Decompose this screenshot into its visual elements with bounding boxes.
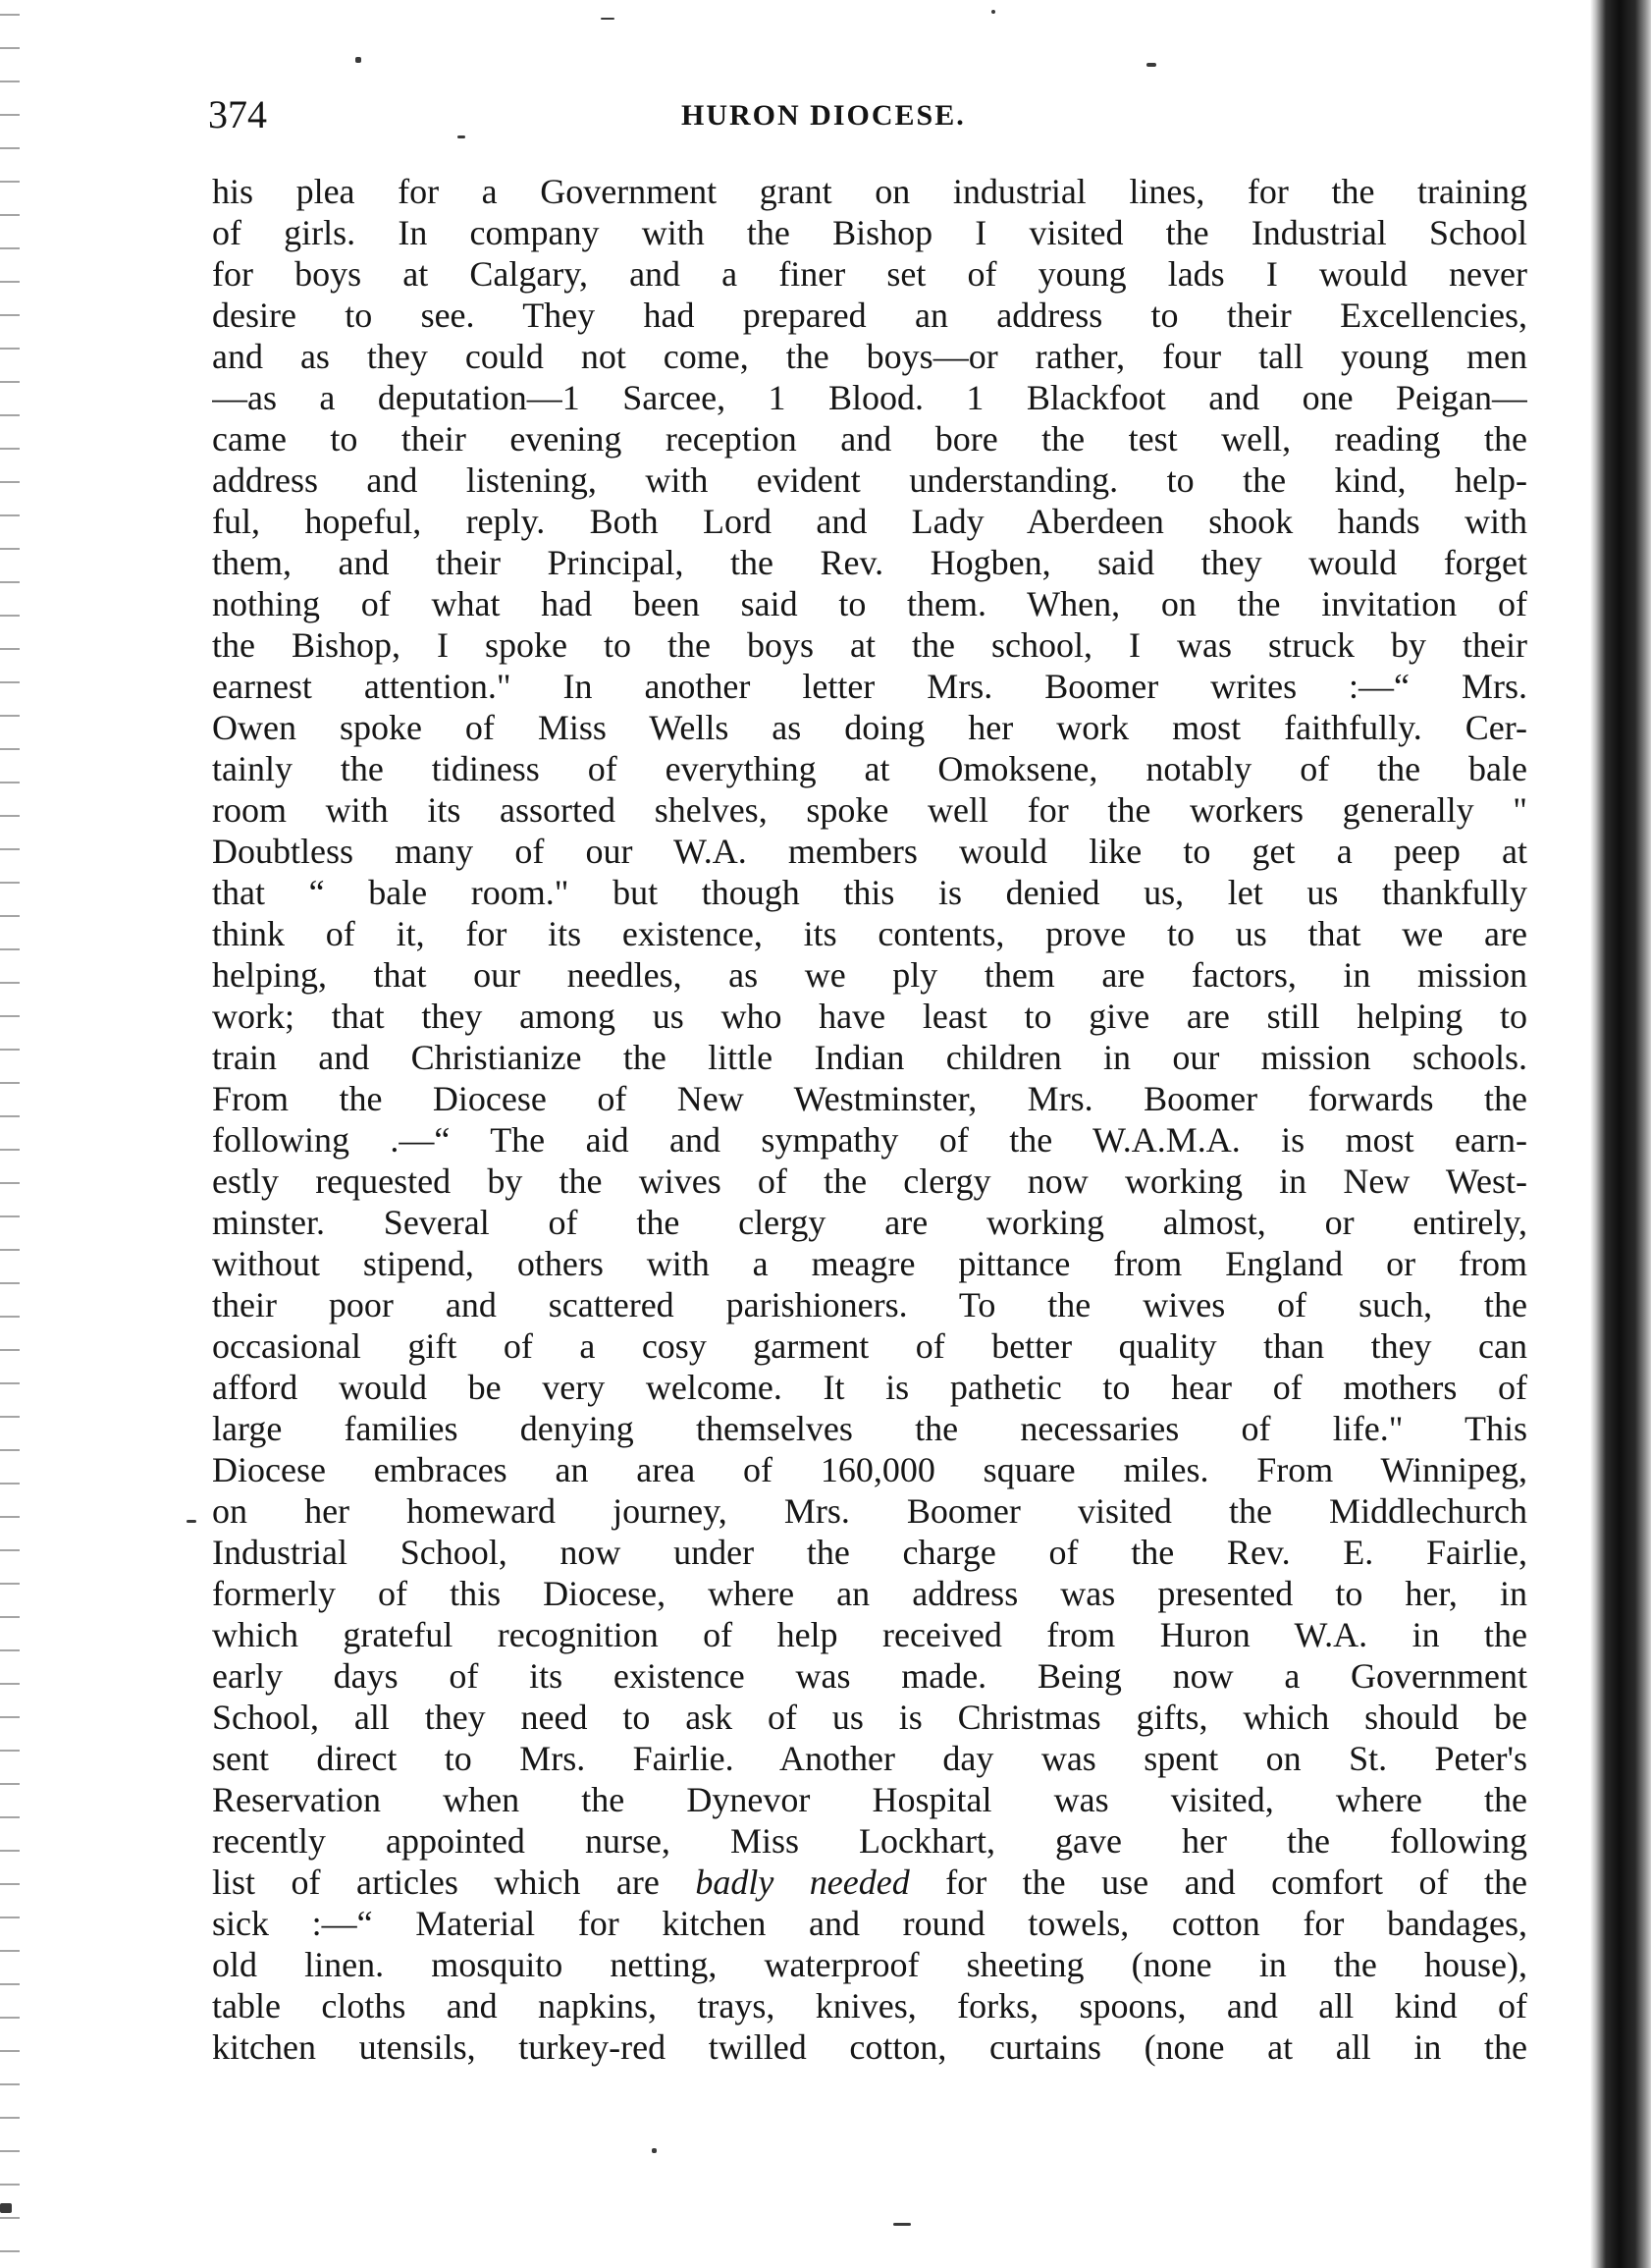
text-line: of girls. In company with the Bishop I visited the Industrial School xyxy=(212,213,1527,252)
text-line: them, and their Principal, the Rev. Hogben, said they would forget xyxy=(212,543,1527,582)
text-line: their poor and scattered parishioners. To the wives of such, the xyxy=(212,1285,1527,1324)
text-line: Industrial School, now under the charge of the Rev. E. Fairlie, xyxy=(212,1533,1527,1572)
scan-speck xyxy=(457,135,465,138)
text-line: From the Diocese of New Westminster, Mrs. Boomer forwards the xyxy=(212,1079,1527,1118)
text-line: the Bishop, I spoke to the boys at the school, I was struck by their xyxy=(212,625,1527,665)
text-line: room with its assorted shelves, spoke well for the workers generally " xyxy=(212,790,1527,830)
text-line: helping, that our needles, as we ply them are factors, in mission xyxy=(212,955,1527,995)
scan-speck xyxy=(652,2148,657,2153)
text-line: earnest attention." In another letter Mrs. Boomer writes :—“ Mrs. xyxy=(212,667,1527,706)
text-line: early days of its existence was made. Being now a Government xyxy=(212,1656,1527,1696)
text-line: Owen spoke of Miss Wells as doing her work most faithfully. Cer- xyxy=(212,708,1527,747)
scan-speck xyxy=(1146,63,1156,67)
body-text xyxy=(212,171,1527,2134)
text-line: work; that they among us who have least to give are still helping to xyxy=(212,997,1527,1036)
text-line: estly requested by the wives of the clergy now working in New West- xyxy=(212,1161,1527,1201)
text-line: formerly of this Diocese, where an address was presented to her, in xyxy=(212,1574,1527,1613)
text-line: sent direct to Mrs. Fairlie. Another day was spent on St. Peter's xyxy=(212,1739,1527,1778)
text-line: old linen. mosquito netting, waterproof sheeting (none in the house), xyxy=(212,1945,1527,1984)
text-line: minster. Several of the clergy are working almost, or entirely, xyxy=(212,1203,1527,1242)
running-title: HURON DIOCESE. xyxy=(681,99,966,132)
text-line: without stipend, others with a meagre pittance from England or from xyxy=(212,1244,1527,1283)
book-spine-shadow xyxy=(1590,0,1651,2268)
text-line: School, all they need to ask of us is Christmas gifts, which should be xyxy=(212,1698,1527,1737)
text-line: sick :—“ Material for kitchen and round towels, cotton for bandages, xyxy=(212,1904,1527,1943)
scan-left-edge xyxy=(0,0,20,2268)
text-line: kitchen utensils, turkey-red twilled cotton, curtains (none at all in the xyxy=(212,2027,1527,2067)
page-number: 374 xyxy=(208,92,267,136)
text-line: came to their evening reception and bore the test well, reading the xyxy=(212,419,1527,459)
text-line: large families denying themselves the necessaries of life." This xyxy=(212,1409,1527,1448)
text-line: recently appointed nurse, Miss Lockhart, gave her the following xyxy=(212,1821,1527,1861)
text-line: that “ bale room." but though this is denied us, let us thankfully xyxy=(212,873,1527,912)
scan-speck xyxy=(601,18,614,20)
text-line: which grateful recognition of help received from Huron W.A. in the xyxy=(212,1615,1527,1654)
text-line: nothing of what had been said to them. When, on the invitation of xyxy=(212,584,1527,623)
text-line: occasional gift of a cosy garment of better quality than they can xyxy=(212,1326,1527,1366)
text-line: for boys at Calgary, and a finer set of young lads I would never xyxy=(212,254,1527,294)
text-line: desire to see. They had prepared an address to their Excellencies, xyxy=(212,296,1527,335)
text-line: Doubtless many of our W.A. members would like to get a peep at xyxy=(212,832,1527,871)
scan-speck xyxy=(893,2223,911,2226)
text-line: address and listening, with evident understanding. to the kind, help- xyxy=(212,460,1527,500)
text-line: ful, hopeful, reply. Both Lord and Lady Aberdeen shook hands with xyxy=(212,502,1527,541)
scan-speck xyxy=(991,10,995,14)
text-line: his plea for a Government grant on industrial lines, for the training xyxy=(212,172,1527,211)
page-header xyxy=(208,90,1514,139)
text-line: and as they could not come, the boys—or rather, four tall young men xyxy=(212,337,1527,376)
text-line: Diocese embraces an area of 160,000 square miles. From Winnipeg, xyxy=(212,1450,1527,1489)
scan-speck xyxy=(0,2203,12,2213)
text-run: list of articles which are xyxy=(212,1863,696,1902)
italic-emphasis: badly needed xyxy=(695,1863,910,1902)
text-line: table cloths and napkins, trays, knives, forks, spoons, and all kind of xyxy=(212,1986,1527,2025)
text-line: —as a deputation—1 Sarcee, 1 Blood. 1 Blackfoot and one Peigan— xyxy=(212,378,1527,417)
text-line: afford would be very welcome. It is pathetic to hear of mothers of xyxy=(212,1368,1527,1407)
text-line: train and Christianize the little Indian children in our mission schools. xyxy=(212,1038,1527,1077)
text-line: think of it, for its existence, its contents, prove to us that we are xyxy=(212,914,1527,953)
text-line: following .—“ The aid and sympathy of the W.A.M.A. is most earn- xyxy=(212,1120,1527,1160)
text-line: tainly the tidiness of everything at Omoksene, notably of the bale xyxy=(212,749,1527,788)
text-line: on her homeward journey, Mrs. Boomer visited the Middlechurch xyxy=(212,1491,1527,1531)
text-line-with-italic xyxy=(212,1862,1527,1903)
scan-speck xyxy=(186,1520,196,1523)
scan-speck xyxy=(355,57,361,63)
text-run: for the use and comfort of the xyxy=(909,1863,1527,1902)
text-line: Reservation when the Dynevor Hospital was visited, where the xyxy=(212,1780,1527,1819)
